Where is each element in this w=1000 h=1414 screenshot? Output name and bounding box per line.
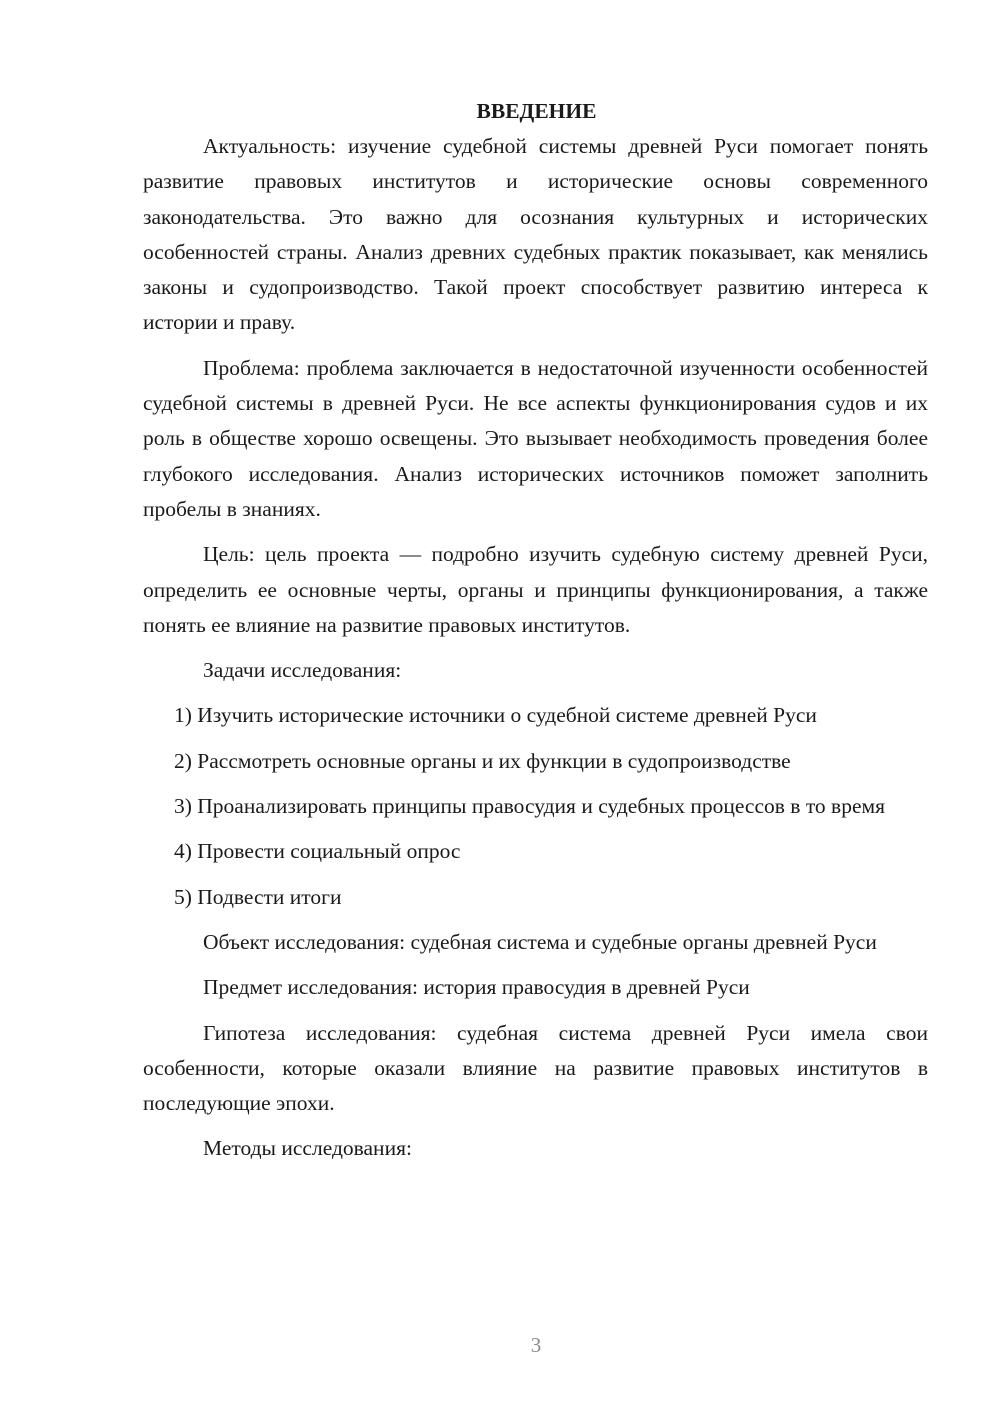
object-paragraph: Объект исследования: судебная система и судебные органы древней Руси (203, 929, 877, 954)
relevance-paragraph: Актуальность: изучение судебной системы древней Руси помогает понять развитие правовых институтов и исторические основы современного законодательства. Это важно для осознания культурных и исторических особенностей страны. Анализ древних судебных практик показывает, как менялись законы и судопроизводство. Такой проект способствует развитию интереса к истории и праву. (143, 134, 928, 335)
page-number: 3 (530, 1333, 542, 1357)
tasks-heading: Задачи исследования: (203, 658, 402, 683)
task-item-3: 3) Проанализировать принципы правосудия и судебных процессов в то время (174, 794, 886, 819)
task-item-1: 1) Изучить исторические источники о судебной системе древней Руси (174, 703, 817, 728)
subject-paragraph: Предмет исследования: история правосудия в древней Руси (203, 975, 750, 1000)
hypothesis-paragraph: Гипотеза исследования: судебная система древней Руси имела свои особенности, которые оказали влияние на развитие правовых институтов в последующие эпохи. (143, 1020, 928, 1116)
goal-paragraph: Цель: цель проекта — подробно изучить судебную систему древней Руси, определить ее основные черты, органы и принципы функционирования, а также понять ее влияние на развитие правовых институтов. (143, 542, 928, 637)
task-item-4: 4) Провести социальный опрос (174, 839, 461, 864)
section-title: ВВЕДЕНИЕ (476, 99, 597, 123)
task-item-2: 2) Рассмотреть основные органы и их функции в судопроизводстве (174, 748, 791, 773)
document-page (143, 94, 928, 1167)
problem-paragraph: Проблема: проблема заключается в недостаточной изученности особенностей судебной системы в древней Руси. Не все аспекты функционирования судов и их роль в обществе хорошо освещены. Это вызывает необходимость проведения более глубокого исследования. Анализ исторических источников поможет заполнить пробелы в знаниях. (143, 355, 928, 521)
task-item-5: 5) Подвести итоги (174, 884, 342, 909)
methods-heading: Методы исследования: (203, 1136, 412, 1161)
